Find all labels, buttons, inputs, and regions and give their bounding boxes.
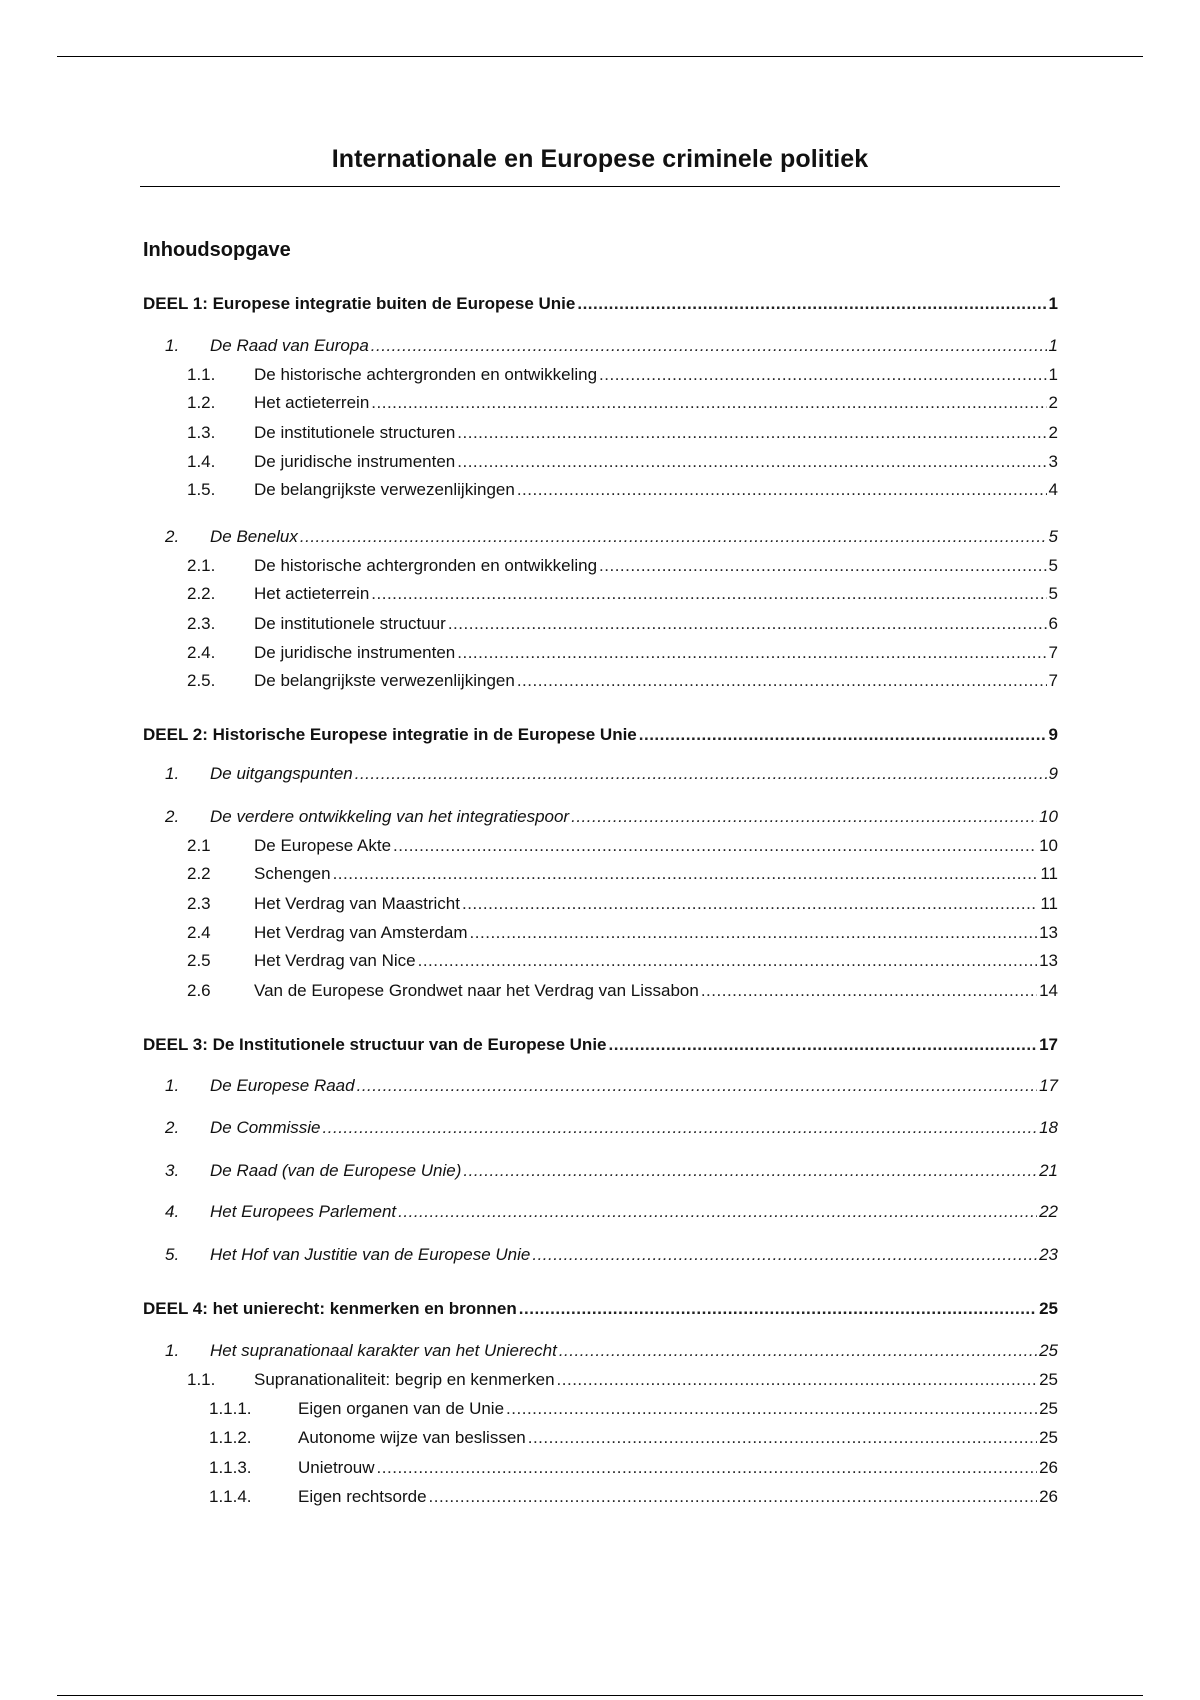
toc-dot-leader: [609, 1034, 1038, 1056]
toc-entry-page: 5: [1048, 527, 1058, 546]
toc-entry[interactable]: [209, 1486, 1058, 1508]
toc-entry[interactable]: [187, 893, 1058, 915]
toc-entry-title: De Raad (van de Europese Unie): [210, 1161, 462, 1180]
toc-entry-page: 23: [1039, 1245, 1058, 1264]
toc-entry[interactable]: [209, 1398, 1058, 1420]
toc-entry[interactable]: [165, 335, 1058, 357]
toc-dot-leader: [577, 293, 1046, 315]
toc-entry[interactable]: [165, 1340, 1058, 1362]
toc-entry-title: Het supranationaal karakter van het Unierecht: [210, 1341, 557, 1360]
toc-entry-title: Het Verdrag van Amsterdam: [254, 923, 468, 942]
toc-entry-number: 1.1.1.: [209, 1399, 252, 1418]
toc-entry[interactable]: [165, 763, 1058, 785]
toc-entry-page: 3: [1048, 452, 1058, 471]
toc-entry[interactable]: [187, 613, 1058, 635]
toc-entry-title: De belangrijkste verwezenlijkingen: [254, 480, 515, 499]
toc-dot-leader: [506, 1398, 1037, 1420]
toc-dot-leader: [528, 1427, 1037, 1449]
toc-entry[interactable]: [187, 422, 1058, 444]
toc-entry-page: 25: [1039, 1399, 1058, 1418]
toc-entry[interactable]: [187, 863, 1058, 885]
toc-dot-leader: [701, 980, 1037, 1002]
toc-dot-leader: [398, 1201, 1037, 1223]
toc-entry-title: De Europese Raad: [210, 1076, 355, 1095]
toc-dot-leader: [429, 1486, 1038, 1508]
toc-dot-leader: [532, 1244, 1037, 1266]
toc-entry-number: 2.1: [187, 836, 211, 855]
toc-dot-leader: [517, 670, 1047, 692]
toc-entry-title: Het Verdrag van Maastricht: [254, 894, 460, 913]
toc-entry[interactable]: [165, 1244, 1058, 1266]
toc-dot-leader: [393, 835, 1037, 857]
toc-entry[interactable]: [187, 1369, 1058, 1391]
toc-entry-page: 1: [1048, 336, 1058, 355]
toc-entry-page: 18: [1039, 1118, 1058, 1137]
toc-entry-number: 1.1.2.: [209, 1428, 252, 1447]
toc-entry-page: 4: [1048, 480, 1058, 499]
toc-entry-title: De juridische instrumenten: [254, 643, 456, 662]
toc-dot-leader: [457, 642, 1046, 664]
toc-entry-title: De Europese Akte: [254, 836, 392, 855]
toc-entry-page: 25: [1039, 1428, 1058, 1447]
toc-entry-page: 22: [1039, 1202, 1058, 1221]
toc-entry[interactable]: [143, 293, 1058, 315]
toc-dot-leader: [448, 613, 1047, 635]
toc-entry-title: DEEL 3: De Institutionele structuur van de Europese Unie: [143, 1035, 607, 1054]
toc-entry-page: 1: [1048, 294, 1058, 313]
toc-entry[interactable]: [187, 451, 1058, 473]
toc-dot-leader: [519, 1298, 1037, 1320]
toc-dot-leader: [355, 763, 1047, 785]
toc-entry-number: 1.: [165, 1076, 180, 1095]
toc-dot-leader: [462, 893, 1038, 915]
toc-dot-leader: [333, 863, 1039, 885]
toc-entry-number: 1.1.4.: [209, 1487, 252, 1506]
toc-dot-leader: [357, 1075, 1037, 1097]
toc-entry-page: 11: [1040, 894, 1058, 913]
toc-entry-page: 1: [1048, 365, 1058, 384]
toc-entry-number: 1.3.: [187, 423, 216, 442]
toc-dot-leader: [639, 724, 1047, 746]
toc-entry[interactable]: [187, 479, 1058, 501]
bottom-rule: [57, 1695, 1143, 1696]
toc-dot-leader: [371, 583, 1046, 605]
toc-entry-number: 2.3.: [187, 614, 216, 633]
toc-entry-title: De institutionele structuur: [254, 614, 446, 633]
toc-dot-leader: [457, 422, 1046, 444]
toc-entry-page: 25: [1039, 1341, 1058, 1360]
toc-entry[interactable]: [187, 922, 1058, 944]
document-title: Internationale en Europese criminele politiek: [331, 145, 869, 173]
toc-entry[interactable]: [165, 1160, 1058, 1182]
toc-entry-title: DEEL 1: Europese integratie buiten de Europese Unie: [143, 294, 576, 313]
toc-entry-page: 26: [1039, 1458, 1058, 1477]
toc-entry[interactable]: [165, 526, 1058, 548]
toc-entry-title: DEEL 2: Historische Europese integratie in de Europese Unie: [143, 725, 637, 744]
toc-entry-title: Unietrouw: [298, 1458, 375, 1477]
toc-dot-leader: [557, 1369, 1038, 1391]
toc-dot-leader: [599, 555, 1047, 577]
toc-dot-leader: [377, 1457, 1038, 1479]
toc-entry-number: 2.4.: [187, 643, 216, 662]
toc-entry-title: De institutionele structuren: [254, 423, 456, 442]
toc-entry-page: 25: [1039, 1370, 1058, 1389]
toc-entry-page: 6: [1048, 614, 1058, 633]
toc-entry-page: 14: [1039, 981, 1058, 1000]
toc-entry-number: 2.: [165, 527, 180, 546]
toc-entry-page: 5: [1048, 556, 1058, 575]
toc-entry-title: Eigen organen van de Unie: [298, 1399, 505, 1418]
toc-entry-number: 2.5.: [187, 671, 216, 690]
toc-entry[interactable]: [143, 724, 1058, 746]
toc-entry-number: 3.: [165, 1161, 180, 1180]
toc-entry[interactable]: [187, 392, 1058, 414]
toc-entry[interactable]: [143, 1298, 1058, 1320]
toc-entry[interactable]: [187, 583, 1058, 605]
toc-entry-title: De verdere ontwikkeling van het integratiespoor: [210, 807, 570, 826]
toc-entry-number: 1.1.: [187, 365, 216, 384]
toc-entry[interactable]: [187, 555, 1058, 577]
toc-entry-title: Schengen: [254, 864, 331, 883]
toc-entry-number: 2.2: [187, 864, 211, 883]
toc-heading: Inhoudsopgave: [143, 239, 291, 261]
toc-entry-page: 13: [1039, 951, 1058, 970]
toc-entry-page: 13: [1039, 923, 1058, 942]
toc-entry-number: 1.2.: [187, 393, 216, 412]
toc-entry-title: De historische achtergronden en ontwikkeling: [254, 556, 598, 575]
toc-entry-page: 10: [1039, 807, 1058, 826]
toc-entry-page: 10: [1039, 836, 1058, 855]
toc-entry-title: De juridische instrumenten: [254, 452, 456, 471]
toc-entry[interactable]: [165, 1201, 1058, 1223]
toc-entry-number: 1.5.: [187, 480, 216, 499]
toc-entry-page: 26: [1039, 1487, 1058, 1506]
toc-entry[interactable]: [187, 835, 1058, 857]
toc-entry-number: 4.: [165, 1202, 180, 1221]
toc-entry-number: 5.: [165, 1245, 180, 1264]
toc-dot-leader: [559, 1340, 1037, 1362]
toc-entry-title: De Commissie: [210, 1118, 321, 1137]
toc-entry[interactable]: [209, 1427, 1058, 1449]
toc-entry-page: 7: [1048, 671, 1058, 690]
toc-entry[interactable]: [187, 670, 1058, 692]
toc-entry[interactable]: [187, 364, 1058, 386]
toc-entry-page: 7: [1048, 643, 1058, 662]
toc-entry[interactable]: [143, 1034, 1058, 1056]
toc-entry-title: De uitgangspunten: [210, 764, 353, 783]
toc-entry-title: De historische achtergronden en ontwikkeling: [254, 365, 598, 384]
toc-dot-leader: [517, 479, 1047, 501]
toc-entry-number: 1.: [165, 1341, 180, 1360]
toc-entry-number: 2.: [165, 807, 180, 826]
toc-entry-number: 2.3: [187, 894, 211, 913]
toc-dot-leader: [470, 922, 1038, 944]
toc-entry-page: 17: [1039, 1035, 1058, 1054]
toc-dot-leader: [599, 364, 1047, 386]
toc-entry-page: 17: [1039, 1076, 1058, 1095]
toc-entry[interactable]: [165, 1075, 1058, 1097]
toc-dot-leader: [371, 392, 1046, 414]
toc-dot-leader: [571, 806, 1037, 828]
toc-entry-title: Autonome wijze van beslissen: [298, 1428, 526, 1447]
toc-entry-page: 25: [1039, 1299, 1058, 1318]
toc-entry[interactable]: [187, 950, 1058, 972]
toc-entry-title: De belangrijkste verwezenlijkingen: [254, 671, 515, 690]
toc-entry-page: 11: [1040, 864, 1058, 883]
toc-entry-number: 1.: [165, 336, 180, 355]
toc-entry-number: 2.4: [187, 923, 211, 942]
toc-entry-title: De Benelux: [210, 527, 298, 546]
toc-entry-number: 1.1.: [187, 1370, 216, 1389]
toc-entry-title: Het Verdrag van Nice: [254, 951, 416, 970]
toc-entry[interactable]: [209, 1457, 1058, 1479]
toc-entry-page: 21: [1039, 1161, 1058, 1180]
toc-entry-title: Het actieterrein: [254, 393, 370, 412]
toc-entry-title: Van de Europese Grondwet naar het Verdrag van Lissabon: [254, 981, 699, 1000]
toc-dot-leader: [457, 451, 1046, 473]
toc-dot-leader: [418, 950, 1037, 972]
toc-entry-number: 1.4.: [187, 452, 216, 471]
toc-entry-title: DEEL 4: het unierecht: kenmerken en bronnen: [143, 1299, 517, 1318]
toc-entry-number: 2.2.: [187, 584, 216, 603]
toc-dot-leader: [371, 335, 1047, 357]
toc-entry-title: Het actieterrein: [254, 584, 370, 603]
toc-entry[interactable]: [187, 980, 1058, 1002]
toc-entry-number: 2.5: [187, 951, 211, 970]
toc-entry[interactable]: [165, 806, 1058, 828]
toc-entry-page: 9: [1048, 725, 1058, 744]
toc-entry-title: Supranationaliteit: begrip en kenmerken: [254, 1370, 555, 1389]
toc-dot-leader: [463, 1160, 1037, 1182]
toc-entry[interactable]: [187, 642, 1058, 664]
toc-entry-number: 1.: [165, 764, 180, 783]
toc-entry-number: 2.1.: [187, 556, 216, 575]
toc-entry-page: 2: [1048, 423, 1058, 442]
toc-dot-leader: [323, 1117, 1038, 1139]
toc-entry-title: De Raad van Europa: [210, 336, 369, 355]
toc-entry-title: Het Hof van Justitie van de Europese Unie: [210, 1245, 531, 1264]
toc-entry[interactable]: [165, 1117, 1058, 1139]
toc-entry-page: 9: [1048, 764, 1058, 783]
toc-entry-page: 2: [1048, 393, 1058, 412]
toc-entry-page: 5: [1048, 584, 1058, 603]
toc-entry-number: 2.: [165, 1118, 180, 1137]
toc-entry-title: Eigen rechtsorde: [298, 1487, 427, 1506]
toc-entry-number: 2.6: [187, 981, 211, 1000]
toc-entry-title: Het Europees Parlement: [210, 1202, 397, 1221]
toc-entry-number: 1.1.3.: [209, 1458, 252, 1477]
toc-dot-leader: [300, 526, 1047, 548]
